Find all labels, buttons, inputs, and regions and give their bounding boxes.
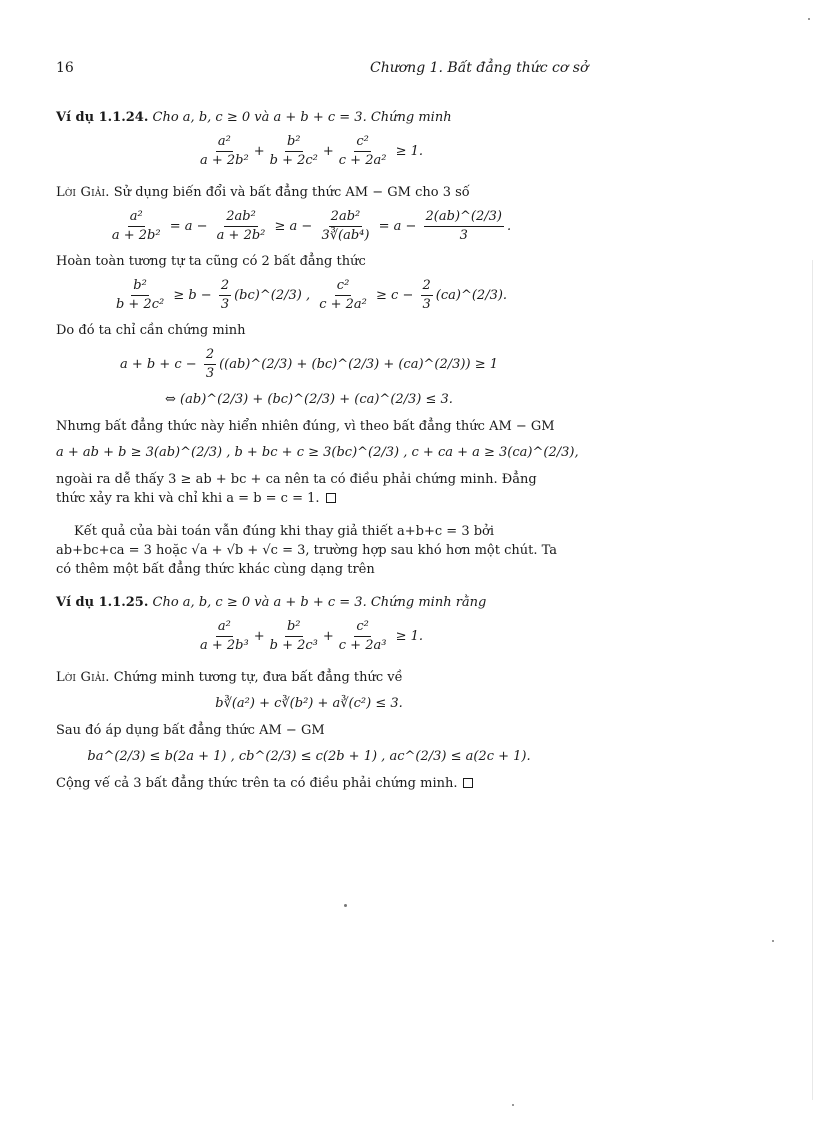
- solution-2-equation-2: ba^(2/3) ≤ b(2a + 1) , cb^(2/3) ≤ c(2b + 1) , ac^(2/3) ≤ a(2c + 1).: [87, 749, 531, 764]
- solution-1-similar: Hoàn toàn tương tự ta cũng có 2 bất đẳng thức: [56, 254, 366, 269]
- scan-edge-line: [812, 260, 813, 1100]
- fraction: $\frac{\text{2ab²}}{\text{a + 2b²}}$: [216, 209, 266, 243]
- fraction: $\frac{\text{a²}}{\text{a + 2b³}}$: [199, 619, 249, 653]
- solution-1-equation-1: $\frac{\text{a²}}{\text{a + 2b²}}$ = a − $\frac{\text{2ab²}}{\text{a + 2b²}}$ ≥ a − $\frac{\text{2ab²}}{\text{3∛(ab⁴)}}$ = a − $\frac{2(ab)\^{}(2/3)}{3}$ .: [111, 209, 512, 243]
- fraction: $\frac{\text{b²}}{\text{b + 2c²}}$: [115, 278, 165, 312]
- solution-2-intro: Lời Giải. Chứng minh tương tự, đưa bất đẳng thức về: [56, 670, 403, 685]
- fraction: $\frac{\text{c²}}{\text{c + 2a²}}$: [338, 134, 387, 168]
- solution-2-apply: Sau đó áp dụng bất đẳng thức AM − GM: [56, 723, 325, 738]
- fraction: $\frac{2}{3}$: [422, 278, 431, 312]
- qed-square-icon: [326, 493, 336, 503]
- example-2-statement: [56, 593, 562, 612]
- solution-2-equation-1: b∛(a²) + c∛(b²) + a∛(c²) ≤ 3.: [215, 696, 403, 711]
- fraction: $\frac{\text{c²}}{\text{c + 2a²}}$: [319, 278, 367, 312]
- solution-1-equation-3a: a + b + c − $\frac{2}{3}$ ((ab)^(2/3) + (bc)^(2/3) + (ca)^(2/3)) ≥ 1: [119, 347, 498, 381]
- solution-1-intro: Lời Giải. Sử dụng biến đổi và bất đẳng thức AM − GM cho 3 số: [56, 185, 470, 200]
- page-content: [56, 108, 579, 793]
- solution-2-label: Lời Giải.: [56, 670, 110, 685]
- qed-square-icon: [463, 778, 473, 788]
- solution-1-obvious: Nhưng bất đẳng thức này hiển nhiên đúng, vì theo bất đẳng thức AM − GM: [56, 419, 555, 434]
- running-head: Chương 1. Bất đẳng thức cơ sở: [370, 60, 589, 76]
- example-1-statement: [56, 108, 562, 127]
- example-2-equation: $\frac{\text{a²}}{\text{a + 2b³}}$ + $\frac{\text{b²}}{\text{b + 2c³}}$ + $\frac{\text{c²}}{\text{c + 2a³}}$ ≥ 1.: [199, 619, 423, 653]
- solution-1-label: Lời Giải.: [56, 185, 110, 200]
- example-1-text: Cho a, b, c ≥ 0 và a + b + c = 3. Chứng minh: [152, 110, 452, 125]
- example-1-label: Ví dụ 1.1.24.: [56, 110, 149, 125]
- page-number: 16: [56, 60, 74, 76]
- fraction: $\frac{\text{a²}}{\text{a + 2b²}}$: [111, 209, 161, 243]
- solution-1-equation-4: a + ab + b ≥ 3(ab)^(2/3) , b + bc + c ≥ 3(bc)^(2/3) , c + ca + a ≥ 3(ca)^(2/3),: [56, 445, 579, 460]
- example-1-equation: $\frac{\text{a²}}{\text{a + 2b²}}$ + $\frac{\text{b²}}{\text{b + 2c²}}$ + $\frac{\text{c²}}{\text{c + 2a²}}$ ≥ 1.: [199, 134, 423, 168]
- example-2-text: Cho a, b, c ≥ 0 và a + b + c = 3. Chứng minh rằng: [152, 595, 487, 610]
- fraction: $\frac{2}{3}$: [220, 278, 230, 312]
- scan-speck: [512, 1104, 514, 1106]
- solution-1-equation-2: $\frac{\text{b²}}{\text{b + 2c²}}$ ≥ b − $\frac{2}{3}$ (bc)^(2/3) , $\frac{\text{c²}}{\text{c + 2a²}}$ ≥ c − $\frac{2}{3}$ (ca)^(2/3).: [115, 278, 508, 312]
- solution-2-final: Cộng vế cả 3 bất đẳng thức trên ta có điều phải chứng minh.: [56, 774, 562, 793]
- fraction: $\frac{\text{c²}}{\text{c + 2a³}}$: [338, 619, 387, 653]
- fraction: $\frac{\text{a²}}{\text{a + 2b²}}$: [199, 134, 249, 168]
- solution-1-conclusion: ngoài ra dễ thấy 3 ≥ ab + bc + ca nên ta có điều phải chứng minh. Đẳng thức xảy ra khi và chỉ khi a = b = c = 1.: [56, 472, 537, 506]
- example-2-label: Ví dụ 1.1.25.: [56, 595, 149, 610]
- fraction: $\frac{\text{b²}}{\text{b + 2c³}}$: [269, 619, 318, 653]
- fraction: $\frac{\text{b²}}{\text{b + 2c²}}$: [269, 134, 318, 168]
- fraction: $\frac{2}{3}$: [205, 347, 215, 381]
- solution-1-need: Do đó ta chỉ cần chứng minh: [56, 323, 246, 338]
- fraction: $\frac{\text{2ab²}}{\text{3∛(ab⁴)}}$: [321, 209, 370, 243]
- scan-speck: [808, 18, 810, 20]
- remark-paragraph: Kết quả của bài toán vẫn đúng khi thay giả thiết a+b+c = 3 bởi ab+bc+ca = 3 hoặc √a + √b + √c = 3, trường hợp sau khó hơn một chút. Ta có thêm một bất đẳng thức khác cùng dạng trên: [56, 524, 558, 577]
- solution-1-equation-3b: ⇔ (ab)^(2/3) + (bc)^(2/3) + (ca)^(2/3) ≤ 3.: [165, 392, 453, 407]
- scan-speck: [344, 904, 347, 907]
- fraction: $\frac{2(ab)\^{}(2/3)}{3}$: [425, 209, 502, 243]
- scan-speck: [772, 940, 774, 942]
